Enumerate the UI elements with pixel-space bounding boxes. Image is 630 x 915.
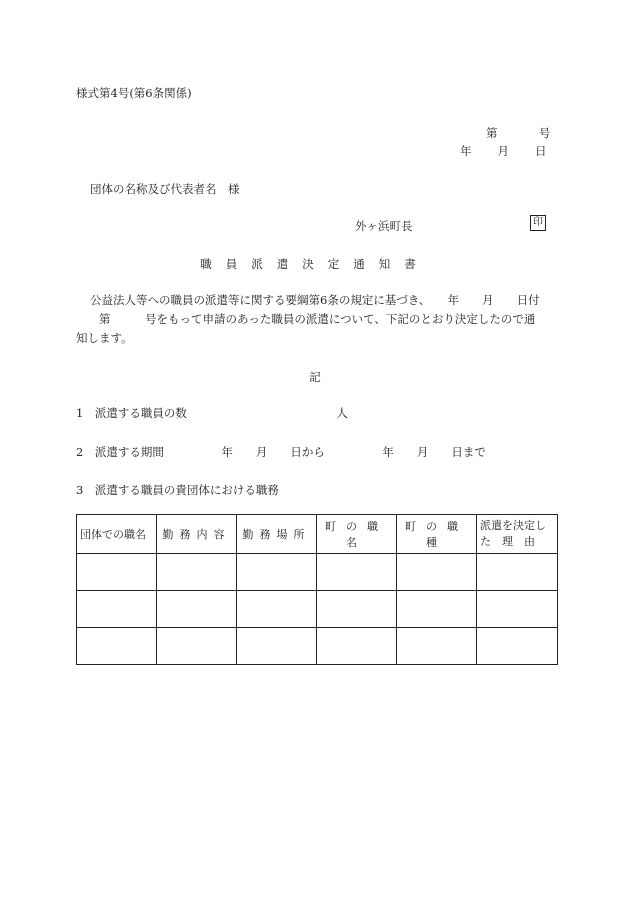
document-number-line bbox=[486, 125, 550, 141]
table-cell bbox=[477, 591, 558, 628]
table-cell bbox=[237, 591, 317, 628]
item-staff-count: 1 派遣する職員の数 人 bbox=[76, 406, 348, 420]
table-row bbox=[77, 628, 558, 665]
header-reason: 派遣を決定し た 理 由 bbox=[477, 515, 558, 554]
table-cell bbox=[477, 628, 558, 665]
number-dai: 第 bbox=[486, 126, 498, 140]
document-title: 職員派遣決定通知書 bbox=[200, 257, 430, 271]
number-go: 号 bbox=[538, 126, 551, 140]
table-cell bbox=[317, 554, 397, 591]
table-cell bbox=[477, 554, 558, 591]
table-cell bbox=[317, 628, 397, 665]
sender: 外ヶ浜町長 bbox=[355, 219, 413, 233]
table-cell bbox=[77, 554, 157, 591]
table-cell bbox=[157, 554, 237, 591]
table-cell bbox=[77, 628, 157, 665]
date-year: 年 bbox=[460, 144, 472, 158]
table-row bbox=[77, 591, 558, 628]
body-text bbox=[76, 291, 558, 348]
table-cell bbox=[397, 591, 477, 628]
body-line-2: 第 号をもって申請のあった職員の派遣について、下記のとおり決定したので通 bbox=[76, 312, 536, 326]
header-town-title: 町の職名 bbox=[317, 515, 397, 554]
duties-table bbox=[76, 514, 558, 665]
date-day: 日 bbox=[535, 144, 547, 158]
table-header-row bbox=[77, 515, 558, 554]
table-cell bbox=[77, 591, 157, 628]
form-label: 様式第4号(第6条関係) bbox=[76, 86, 192, 100]
table-cell bbox=[397, 628, 477, 665]
seal-mark: 印 bbox=[530, 215, 546, 231]
table-cell bbox=[317, 591, 397, 628]
date-line bbox=[460, 143, 547, 159]
body-line-1: 公益法人等への職員の派遣等に関する要綱第6条の規定に基づき、 年 月 日付 bbox=[90, 293, 540, 307]
date-month: 月 bbox=[497, 144, 509, 158]
item-duties: 3 派遣する職員の貴団体における職務 bbox=[76, 483, 279, 497]
table-cell bbox=[157, 591, 237, 628]
header-work-content: 勤務内容 bbox=[157, 515, 237, 554]
table-cell bbox=[397, 554, 477, 591]
header-work-place: 勤務場所 bbox=[237, 515, 317, 554]
ki-heading: 記 bbox=[309, 370, 321, 384]
header-position: 団体での職名 bbox=[77, 515, 157, 554]
table-cell bbox=[237, 628, 317, 665]
table-cell bbox=[237, 554, 317, 591]
table-cell bbox=[157, 628, 237, 665]
addressee: 団体の名称及び代表者名 様 bbox=[90, 182, 240, 196]
item-period: 2 派遣する期間 年 月 日から 年 月 日まで bbox=[76, 445, 486, 459]
header-town-category: 町の職種 bbox=[397, 515, 477, 554]
table-row bbox=[77, 554, 558, 591]
body-line-3: 知します。 bbox=[76, 331, 133, 345]
